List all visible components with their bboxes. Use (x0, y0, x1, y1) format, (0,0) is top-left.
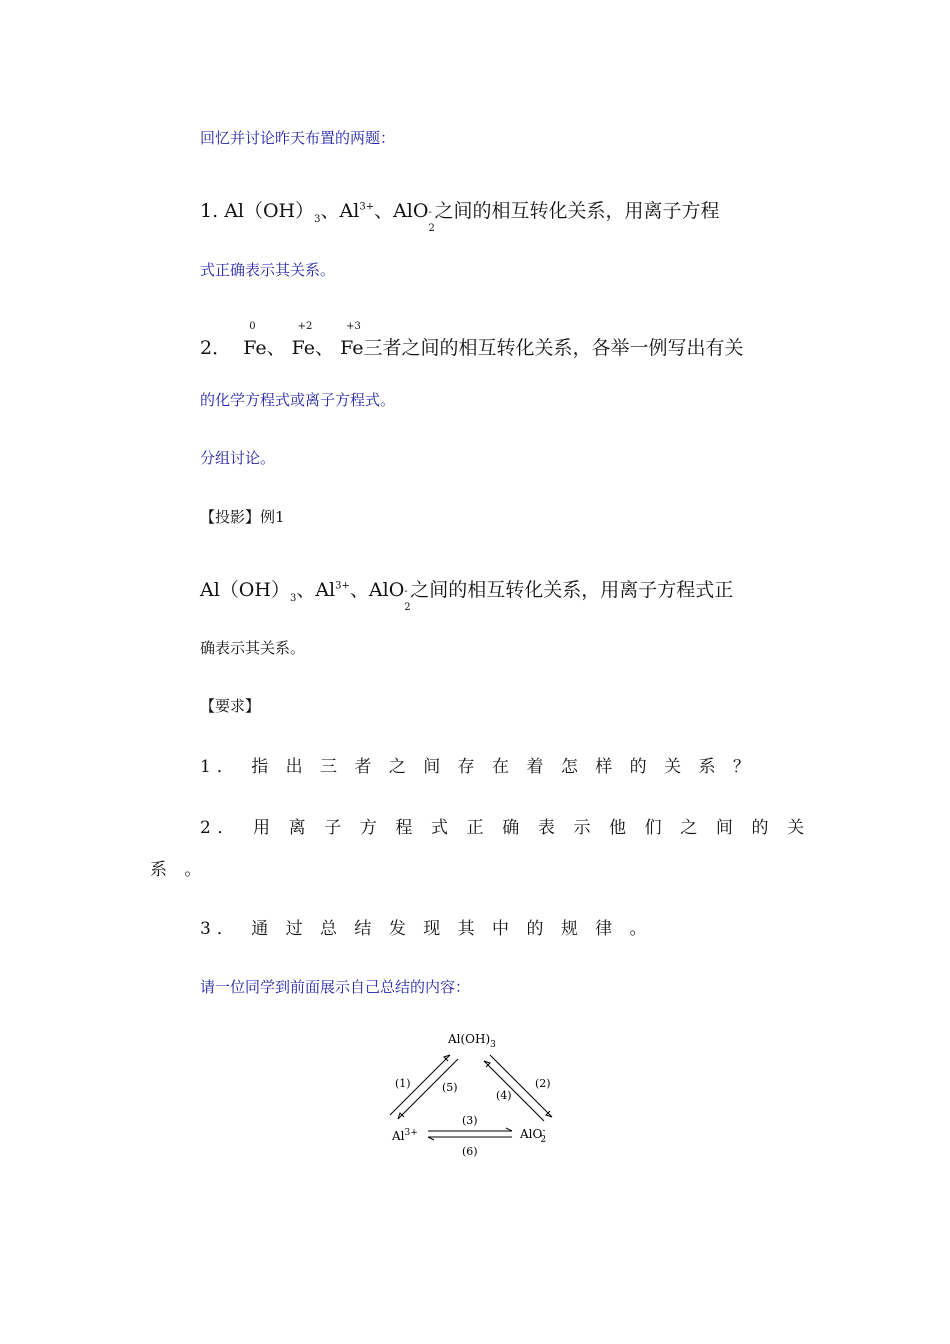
label-3: (3) (462, 1114, 478, 1127)
question-2: 2． 0 Fe、 +2 Fe、 +3 Fe三者之间的相互转化关系，各举一例写出有关 (200, 321, 744, 359)
example-1-continuation: 确表示其关系。 (200, 639, 306, 657)
diagram-left-label: $Al^{3+}$ (392, 1128, 418, 1143)
q2-continuation: 的化学方程式或离子方程式。 (200, 391, 396, 409)
requirement-3: 3． 通 过 总 结 发 现 其 中 的 规 律 。 (200, 919, 653, 939)
requirement-1: 1． 指 出 三 者 之 间 存 在 着 怎 样 的 关 系 ？ (200, 757, 756, 777)
q1-continuation: 式正确表示其关系。 (200, 261, 336, 279)
requirement-2-continuation: 系 。 (150, 860, 208, 880)
label-5: (5) (442, 1081, 458, 1094)
q1-number: 1. (200, 200, 219, 222)
diagram-top-label: $Al(OH)_3$ (448, 1032, 496, 1050)
label-4: (4) (496, 1089, 512, 1102)
example-1: $Al(OH)_3$、$Al^{3+}$、AlO - 2 之间的相互转化关系，用离子方程式正 (200, 579, 734, 613)
requirement-2: 2． 用 离 子 方 程 式 正 确 表 示 他 们 之 间 的 关 (200, 818, 811, 838)
conversion-diagram (380, 1025, 580, 1165)
diagram-right-label: AlO-2 (520, 1126, 547, 1145)
label-1: (1) (395, 1077, 411, 1090)
arrow-4 (484, 1061, 544, 1121)
label-6: (6) (462, 1145, 478, 1158)
projection-heading: 【投影】例1 (200, 508, 285, 526)
question-1: 1. $Al(OH)_3$、$Al^{3+}$、AlO - 2 之间的相互转化关系，用离子方程 (200, 200, 720, 234)
group-discussion: 分组讨论。 (200, 449, 276, 467)
label-2: (2) (535, 1077, 551, 1090)
invite-text: 请一位同学到前面展示自己总结的内容： (200, 978, 471, 996)
intro-text: 回忆并讨论昨天布置的两题： (200, 129, 396, 147)
requirement-title: 【要求】 (200, 697, 261, 715)
